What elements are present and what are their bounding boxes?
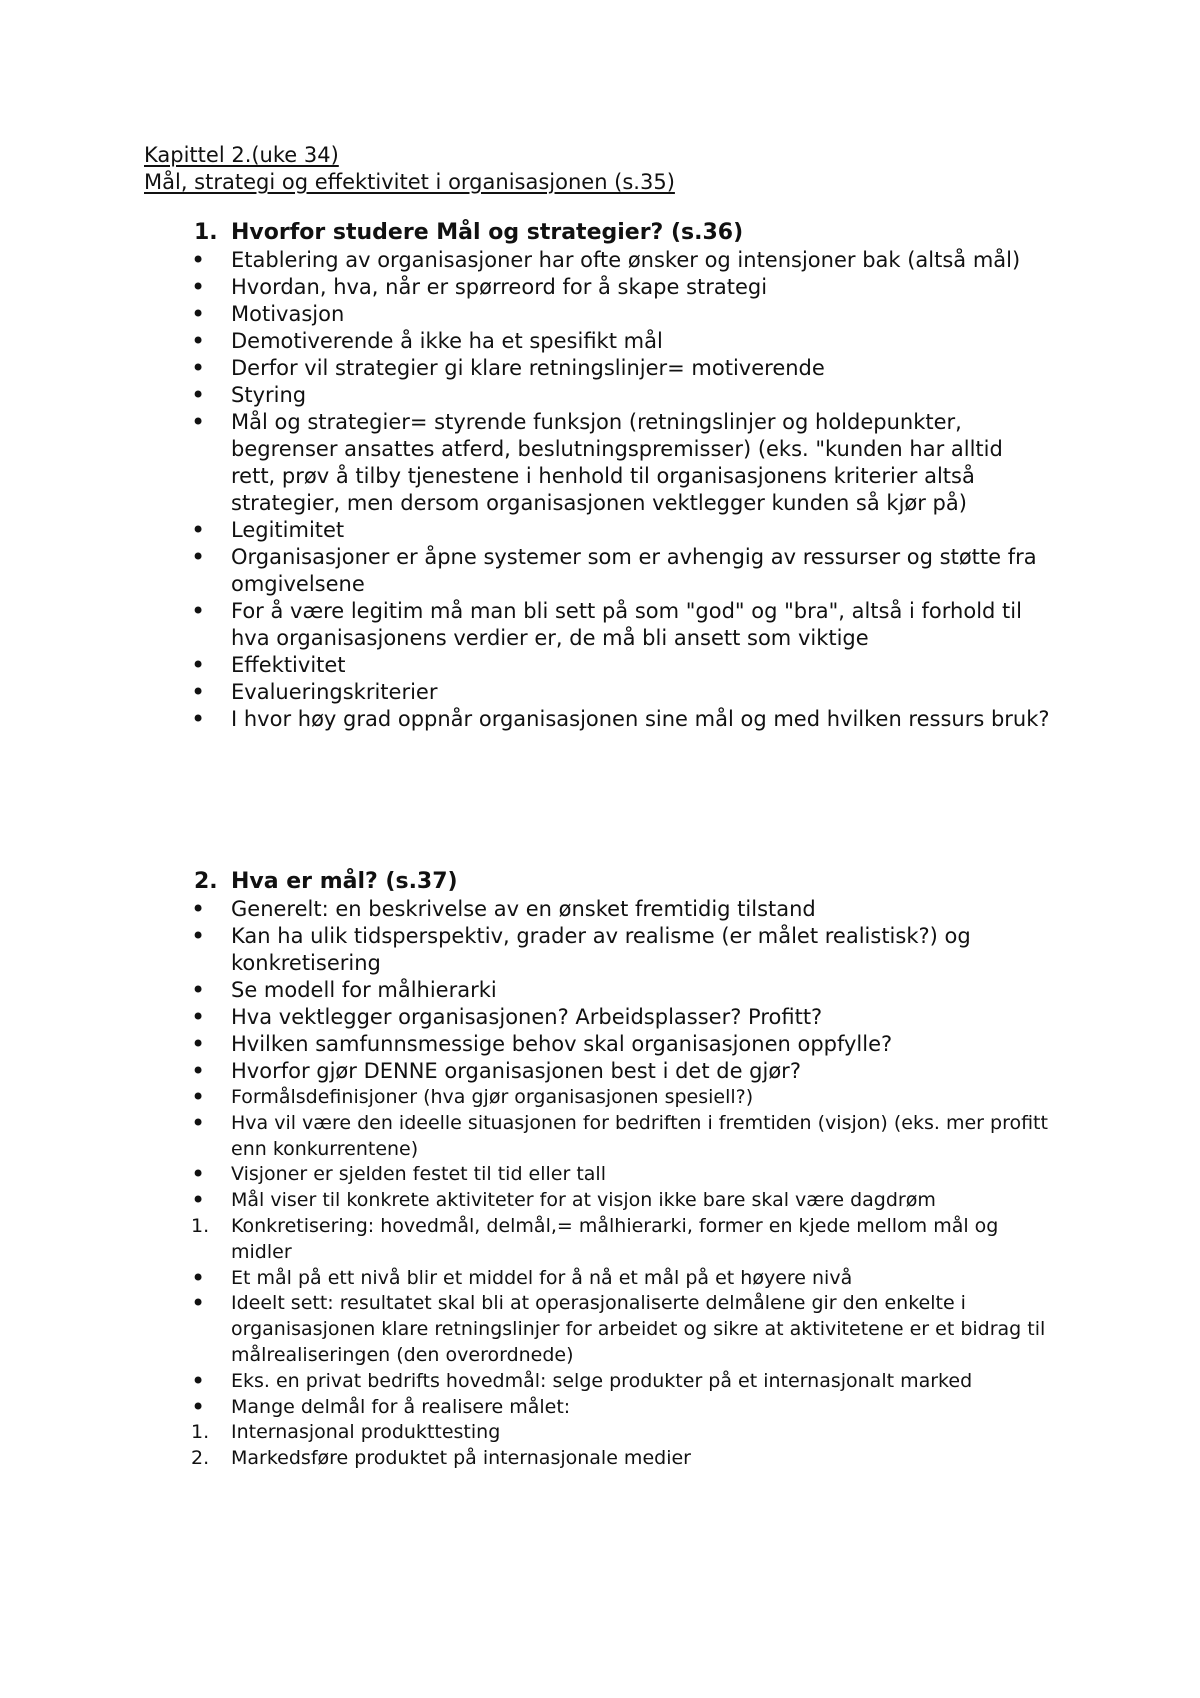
bullet-marker: • bbox=[191, 300, 206, 328]
list-item bbox=[191, 274, 1091, 301]
list-item bbox=[191, 706, 1091, 733]
bullet-marker: • bbox=[191, 516, 206, 544]
section-1-number: 1. bbox=[194, 220, 218, 245]
list-item-text: Kan ha ulik tidsperspektiv, grader av realisme (er målet realistisk?) og konkretisering bbox=[231, 924, 971, 975]
list-item bbox=[191, 1085, 1091, 1111]
section-2-title-text: Hva er mål? (s.37) bbox=[231, 869, 458, 894]
bullet-marker: • bbox=[191, 1366, 206, 1395]
list-item-text: Markedsføre produktet på internasjonale medier bbox=[231, 1447, 691, 1470]
list-item-text: Hvorfor gjør DENNE organisasjonen best i det de gjør? bbox=[231, 1059, 801, 1083]
list-item-text: Derfor vil strategier gi klare retningslinjer= motiverende bbox=[231, 356, 825, 380]
list-item bbox=[191, 1058, 1091, 1085]
list-item-text: Hva vil være den ideelle situasjonen for bedriften i fremtiden (visjon) (eks. mer profitt enn konkurrentene) bbox=[231, 1111, 1048, 1160]
list-item bbox=[191, 409, 1091, 517]
section-2 bbox=[191, 868, 1091, 1472]
list-item bbox=[191, 652, 1091, 679]
list-item-text: Effektivitet bbox=[231, 653, 346, 677]
list-item-text: Generelt: en beskrivelse av en ønsket fremtidig tilstand bbox=[231, 897, 816, 921]
list-item bbox=[191, 1420, 1091, 1446]
bullet-marker: • bbox=[191, 1030, 206, 1058]
bullet-marker: • bbox=[191, 543, 206, 571]
list-item-text: Evalueringskriterier bbox=[231, 680, 438, 704]
list-item-text: Hvilken samfunnsmessige behov skal organisasjonen oppfylle? bbox=[231, 1032, 893, 1056]
list-item bbox=[191, 1446, 1091, 1472]
list-item bbox=[191, 544, 1091, 598]
list-item bbox=[191, 977, 1091, 1004]
bullet-marker: • bbox=[191, 1160, 206, 1189]
list-item-text: Konkretisering: hovedmål, delmål,= målhierarki, former en kjede mellom mål og midler bbox=[231, 1214, 999, 1263]
bullet-marker: • bbox=[191, 705, 206, 733]
chapter-heading: Kapittel 2.(uke 34) bbox=[144, 143, 339, 167]
list-item-text: I hvor høy grad oppnår organisasjonen sine mål og med hvilken ressurs bruk? bbox=[231, 707, 1050, 731]
bullet-marker: • bbox=[191, 895, 206, 923]
list-item-text: Se modell for målhierarki bbox=[231, 978, 497, 1002]
list-item bbox=[191, 1366, 1091, 1395]
list-item bbox=[191, 1004, 1091, 1031]
list-item bbox=[191, 1291, 1091, 1368]
list-item-text: Ideelt sett: resultatet skal bli at operasjonaliserte delmålene gir den enkelte i organisasjonen klare retningslinjer for arbeidet og sikre at aktivitetene er et bidrag til målrealiseringen (den overordnede) bbox=[231, 1292, 1046, 1366]
bullet-marker: • bbox=[191, 408, 206, 436]
bullet-marker: • bbox=[191, 1083, 206, 1111]
list-item bbox=[191, 896, 1091, 923]
list-item-text: Motivasjon bbox=[231, 302, 345, 326]
bullet-marker: • bbox=[191, 1003, 206, 1031]
bullet-marker: • bbox=[191, 651, 206, 679]
list-item bbox=[191, 1108, 1091, 1163]
list-item-text: Hvordan, hva, når er spørreord for å skape strategi bbox=[231, 275, 768, 299]
list-item-text: Demotiverende å ikke ha et spesifikt mål bbox=[231, 329, 663, 353]
bullet-marker: • bbox=[191, 597, 206, 625]
list-item bbox=[191, 1031, 1091, 1058]
section-1-title bbox=[194, 219, 1091, 247]
list-item bbox=[191, 1263, 1091, 1292]
list-item bbox=[191, 328, 1091, 355]
list-item bbox=[191, 1214, 1091, 1266]
bullet-marker: • bbox=[191, 1392, 206, 1421]
document-header bbox=[144, 142, 1064, 196]
number-marker: 1. bbox=[191, 1421, 210, 1444]
section-1-list bbox=[191, 246, 1091, 733]
list-item-text: For å være legitim må man bli sett på som "god" og "bra", altså i forhold til hva organisasjonens verdier er, de må bli ansett som viktige bbox=[231, 599, 1022, 650]
bullet-marker: • bbox=[191, 246, 206, 274]
bullet-marker: • bbox=[191, 327, 206, 355]
list-item-text: Mål viser til konkrete aktiviteter for at visjon ikke bare skal være dagdrøm bbox=[231, 1189, 936, 1212]
section-2-title bbox=[194, 868, 1091, 896]
bullet-marker: • bbox=[191, 678, 206, 706]
bullet-marker: • bbox=[191, 1108, 206, 1137]
bullet-marker: • bbox=[191, 922, 206, 950]
list-item-text: Hva vektlegger organisasjonen? Arbeidsplasser? Profitt? bbox=[231, 1005, 823, 1029]
bullet-marker: • bbox=[191, 354, 206, 382]
bullet-marker: • bbox=[191, 381, 206, 409]
list-item bbox=[191, 923, 1091, 977]
bullet-marker: • bbox=[191, 1263, 206, 1292]
list-item-text: Mange delmål for å realisere målet: bbox=[231, 1395, 571, 1418]
list-item-text: Legitimitet bbox=[231, 518, 345, 542]
list-item bbox=[191, 598, 1091, 652]
list-item bbox=[191, 247, 1091, 274]
list-item-text: Et mål på ett nivå blir et middel for å nå et mål på et høyere nivå bbox=[231, 1266, 853, 1289]
chapter-subtitle: Mål, strategi og effektivitet i organisasjonen (s.35) bbox=[144, 170, 675, 194]
section-2-list bbox=[191, 895, 1091, 1472]
bullet-marker: • bbox=[191, 976, 206, 1004]
bullet-marker: • bbox=[191, 273, 206, 301]
bullet-marker: • bbox=[191, 1289, 206, 1318]
number-marker: 1. bbox=[191, 1214, 210, 1237]
list-item-text: Formålsdefinisjoner (hva gjør organisasjonen spesiell?) bbox=[231, 1086, 754, 1108]
number-marker: 2. bbox=[191, 1447, 210, 1470]
list-item bbox=[191, 1392, 1091, 1421]
bullet-marker: • bbox=[191, 1186, 206, 1215]
list-item bbox=[191, 382, 1091, 409]
list-item bbox=[191, 1162, 1091, 1188]
list-item bbox=[191, 355, 1091, 382]
list-item-text: Organisasjoner er åpne systemer som er avhengig av ressurser og støtte fra omgivelsene bbox=[231, 545, 1037, 596]
section-1 bbox=[191, 219, 1091, 733]
list-item-text: Internasjonal produkttesting bbox=[231, 1421, 501, 1444]
bullet-marker: • bbox=[191, 1057, 206, 1085]
list-item bbox=[191, 301, 1091, 328]
list-item-text: Etablering av organisasjoner har ofte ønsker og intensjoner bak (altså mål) bbox=[231, 248, 1021, 272]
section-2-number: 2. bbox=[194, 869, 218, 894]
list-item-text: Visjoner er sjelden festet til tid eller tall bbox=[231, 1163, 606, 1186]
list-item-text: Styring bbox=[231, 383, 307, 407]
list-item bbox=[191, 517, 1091, 544]
section-1-title-text: Hvorfor studere Mål og strategier? (s.36) bbox=[231, 220, 744, 245]
list-item bbox=[191, 679, 1091, 706]
list-item-text: Mål og strategier= styrende funksjon (retningslinjer og holdepunkter, begrenser ansattes atferd, beslutningspremisser) (eks. "kunden har alltid rett, prøv å tilby tjenestene i henhold til organisasjonens kriterier altså strategier, men dersom organisasjonen vektlegger kunden så kjør på) bbox=[231, 410, 1003, 515]
list-item-text: Eks. en privat bedrifts hovedmål: selge produkter på et internasjonalt marked bbox=[231, 1369, 973, 1392]
list-item bbox=[191, 1188, 1091, 1214]
